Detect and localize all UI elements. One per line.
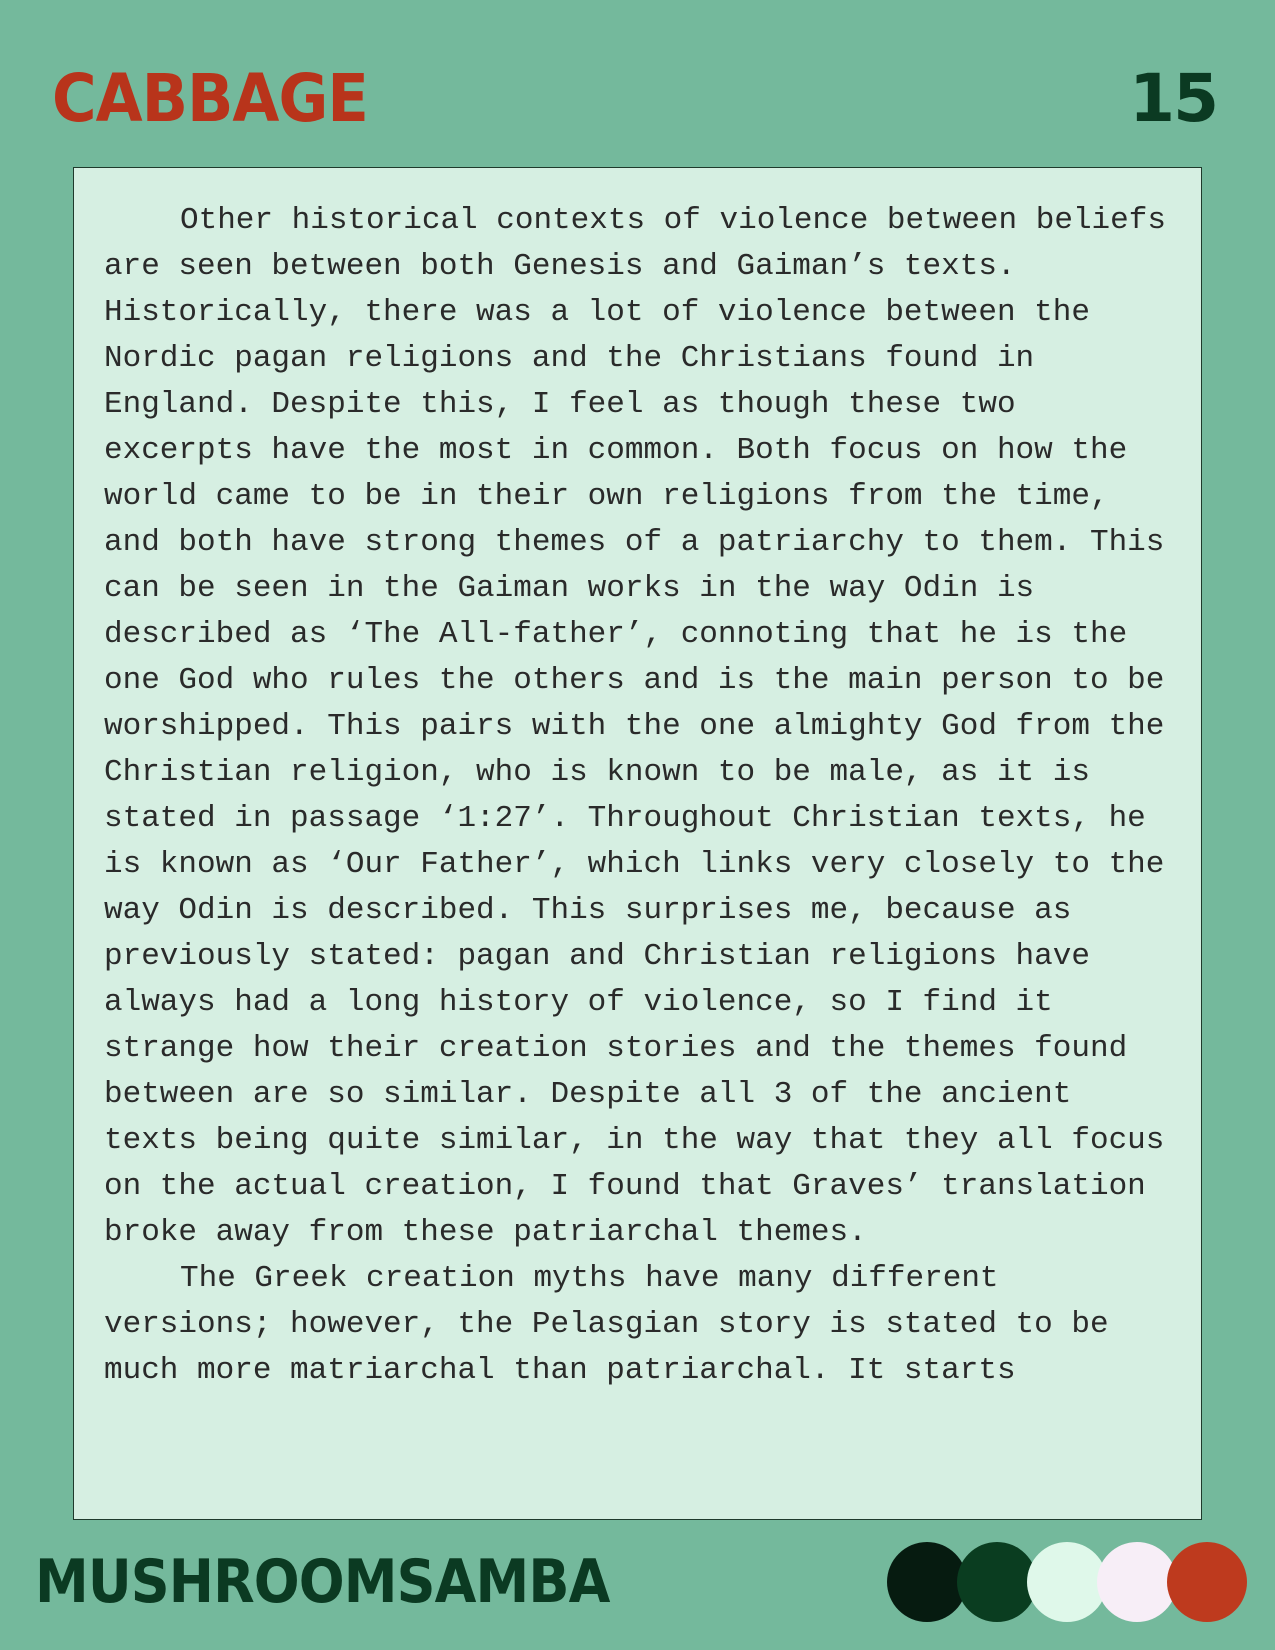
- swatch-black-green: [887, 1542, 967, 1622]
- swatch-red: [1167, 1542, 1247, 1622]
- swatch-dark-green: [957, 1542, 1037, 1622]
- text-box: [73, 167, 1202, 1520]
- brand-title: CABBAGE: [52, 60, 368, 137]
- swatch-pale-pink: [1097, 1542, 1177, 1622]
- paragraph-2: The Greek creation myths have many different versions; however, the Pelasgian story is stated to be much more matriarchal than patriarchal. It starts: [104, 1261, 1109, 1388]
- page-number: 15: [1129, 60, 1217, 137]
- footer-title: MUSHROOMSAMBA: [35, 1547, 610, 1617]
- swatch-mint: [1027, 1542, 1107, 1622]
- paragraph-1: Other historical contexts of violence between beliefs are seen between both Genesis and Gaiman’s texts. Historically, there was a lot of violence between the Nordic pagan religions and the Christians found in England. Despite this, I feel as though these two excerpts have the most in common. Both focus on how the world came to be in their own religions from the time, and both have strong themes of a patriarchy to them. This can be seen in the Gaiman works in the way Odin is described as ‘The All-father’, connoting that he is the one God who rules the others and is the main person to be worshipped. This pairs with the one almighty God from the Christian religion, who is known to be male, as it is stated in passage ‘1:27’. Throughout Christian texts, he is known as ‘Our Father’, which links very closely to the way Odin is described. This surprises me, because as previously stated: pagan and Christian religions have always had a long history of violence, so I find it strange how their creation stories and the themes found between are so similar. Despite all 3 of the ancient texts being quite similar, in the way that they all focus on the actual creation, I found that Graves’ translation broke away from these patriarchal themes.: [104, 203, 1166, 1250]
- color-swatches: [887, 1542, 1249, 1622]
